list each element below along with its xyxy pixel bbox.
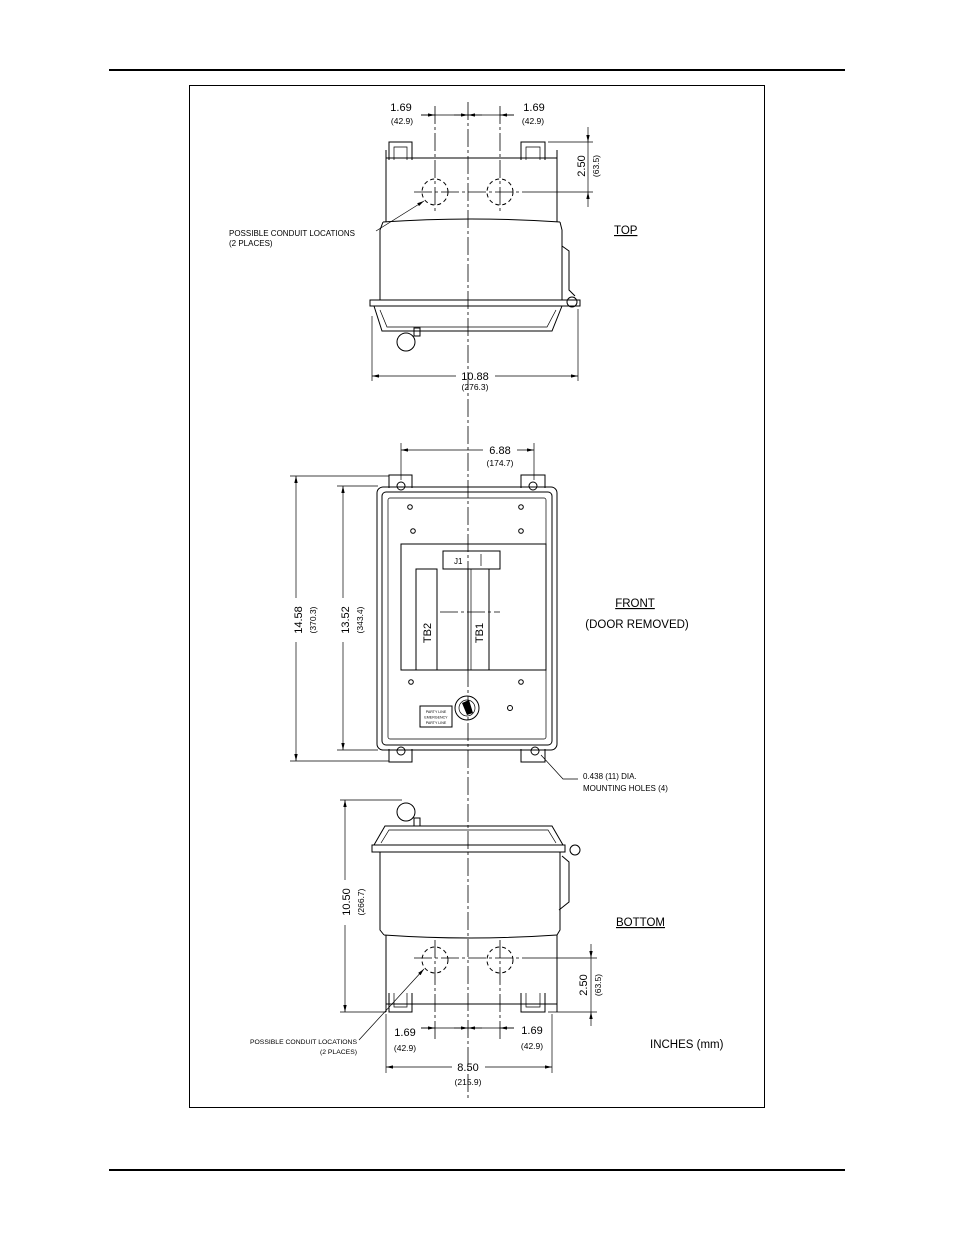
switch-plate-text: PARTY LINE [425, 721, 447, 725]
switch-plate-text: EMERGENCY [424, 715, 448, 720]
dimension-value: 10.88 [461, 371, 489, 383]
note-text: (2 PLACES) [319, 1049, 357, 1056]
dimension-conduit-spacing [390, 102, 544, 126]
dimension-metric: (266.7) [356, 888, 366, 916]
panel-screw [519, 505, 524, 510]
dimension-value: 13.52 [340, 606, 352, 634]
front-flange [370, 300, 580, 306]
dimension-value: 6.88 [489, 445, 511, 457]
dimension-metric: (276.3) [461, 382, 489, 392]
latch [397, 333, 415, 351]
dimension-value: 2.50 [578, 974, 590, 996]
panel-screw [519, 680, 524, 685]
mounting-tab [389, 993, 412, 1012]
dimension-metric: (63.5) [591, 154, 601, 178]
drawing-frame [190, 86, 765, 1108]
mounting-tab [389, 475, 412, 488]
panel-screw [519, 529, 524, 534]
front-flange [372, 845, 565, 852]
mounting-tab [389, 749, 412, 762]
enclosure-lip [383, 219, 560, 222]
door-tray-inner [381, 830, 556, 843]
dimension-value: 2.50 [576, 155, 588, 177]
note-text: MOUNTING HOLES (4) [583, 784, 668, 793]
connector-label: J1 [454, 557, 463, 566]
conduit-note [229, 201, 424, 248]
front-view [290, 443, 689, 793]
mounting-note [541, 755, 668, 793]
terminal-block-label: TB2 [422, 622, 434, 644]
dimension-conduit-spacing [394, 1025, 543, 1053]
enclosure-mid-section [380, 852, 560, 935]
panel-screw [411, 529, 416, 534]
hinge-pin [570, 845, 580, 855]
dimension-metric: (174.7) [486, 458, 514, 468]
dimension-value: 8.50 [457, 1062, 479, 1074]
mounting-hole [531, 747, 539, 755]
view-subtitle: (DOOR REMOVED) [585, 619, 689, 631]
door-tray [374, 826, 563, 845]
dimension-metric: (42.9) [390, 116, 414, 126]
panel-screw [408, 505, 413, 510]
view-title: TOP [614, 225, 638, 237]
note-text: 0.438 (11) DIA. [583, 772, 637, 781]
dimension-value: 1.69 [523, 102, 545, 114]
hinge [562, 246, 575, 296]
dimension-metric: (343.4) [355, 606, 365, 634]
terminal-block-label: TB1 [474, 622, 486, 644]
dimension-metric: (42.9) [521, 116, 545, 126]
enclosure-back-section [386, 150, 557, 222]
enclosure-lip [384, 935, 557, 938]
leader-line [376, 201, 424, 231]
leader-line [541, 755, 578, 779]
note-text: POSSIBLE CONDUIT LOCATIONS [249, 1039, 357, 1046]
bottom-view [250, 800, 724, 1087]
dimension-value: 14.58 [293, 606, 305, 634]
indicator-hole [508, 706, 513, 711]
switch-plate [420, 706, 452, 727]
mounting-tab [526, 993, 540, 1007]
dimension-depth [340, 800, 402, 1012]
terminal-cutout [401, 544, 546, 670]
dimension-hole-height [337, 486, 378, 750]
connector-j1 [443, 551, 500, 569]
dimension-hole-spacing [401, 443, 534, 480]
panel-screw [409, 680, 414, 685]
switch-plate-text: PARTY LINE [425, 710, 447, 714]
dimension-conduit-offset [522, 127, 601, 207]
dimension-value: 10.50 [341, 888, 353, 916]
dimension-metric: (63.5) [593, 973, 603, 997]
dimension-conduit-offset [522, 944, 603, 1026]
latch-block [414, 818, 420, 826]
top-view [229, 102, 638, 392]
latch [397, 803, 415, 821]
mounting-hole [397, 747, 405, 755]
mounting-tab [521, 993, 545, 1012]
selector-pointer [462, 700, 473, 715]
mounting-hole [397, 482, 405, 490]
latch-block [414, 328, 420, 336]
dimension-value: 1.69 [521, 1025, 543, 1037]
mounting-tab [521, 142, 545, 160]
dimension-metric: (370.3) [308, 606, 318, 634]
note-text: (2 PLACES) [229, 239, 273, 248]
dimension-value: 1.69 [390, 102, 412, 114]
dimension-metric: (42.9) [393, 1043, 417, 1053]
view-title: BOTTOM [616, 917, 665, 929]
note-text: POSSIBLE CONDUIT LOCATIONS [229, 229, 355, 238]
mounting-hole [529, 482, 537, 490]
dimension-value: 1.69 [394, 1027, 416, 1039]
mounting-tab [389, 142, 412, 160]
units-note: INCHES (mm) [650, 1039, 724, 1051]
terminal-block-tb2 [416, 569, 437, 670]
view-title: FRONT [615, 598, 655, 610]
enclosure-mid-section [380, 222, 562, 300]
dimension-metric: (215.9) [454, 1077, 482, 1087]
dimension-metric: (42.9) [520, 1041, 544, 1051]
